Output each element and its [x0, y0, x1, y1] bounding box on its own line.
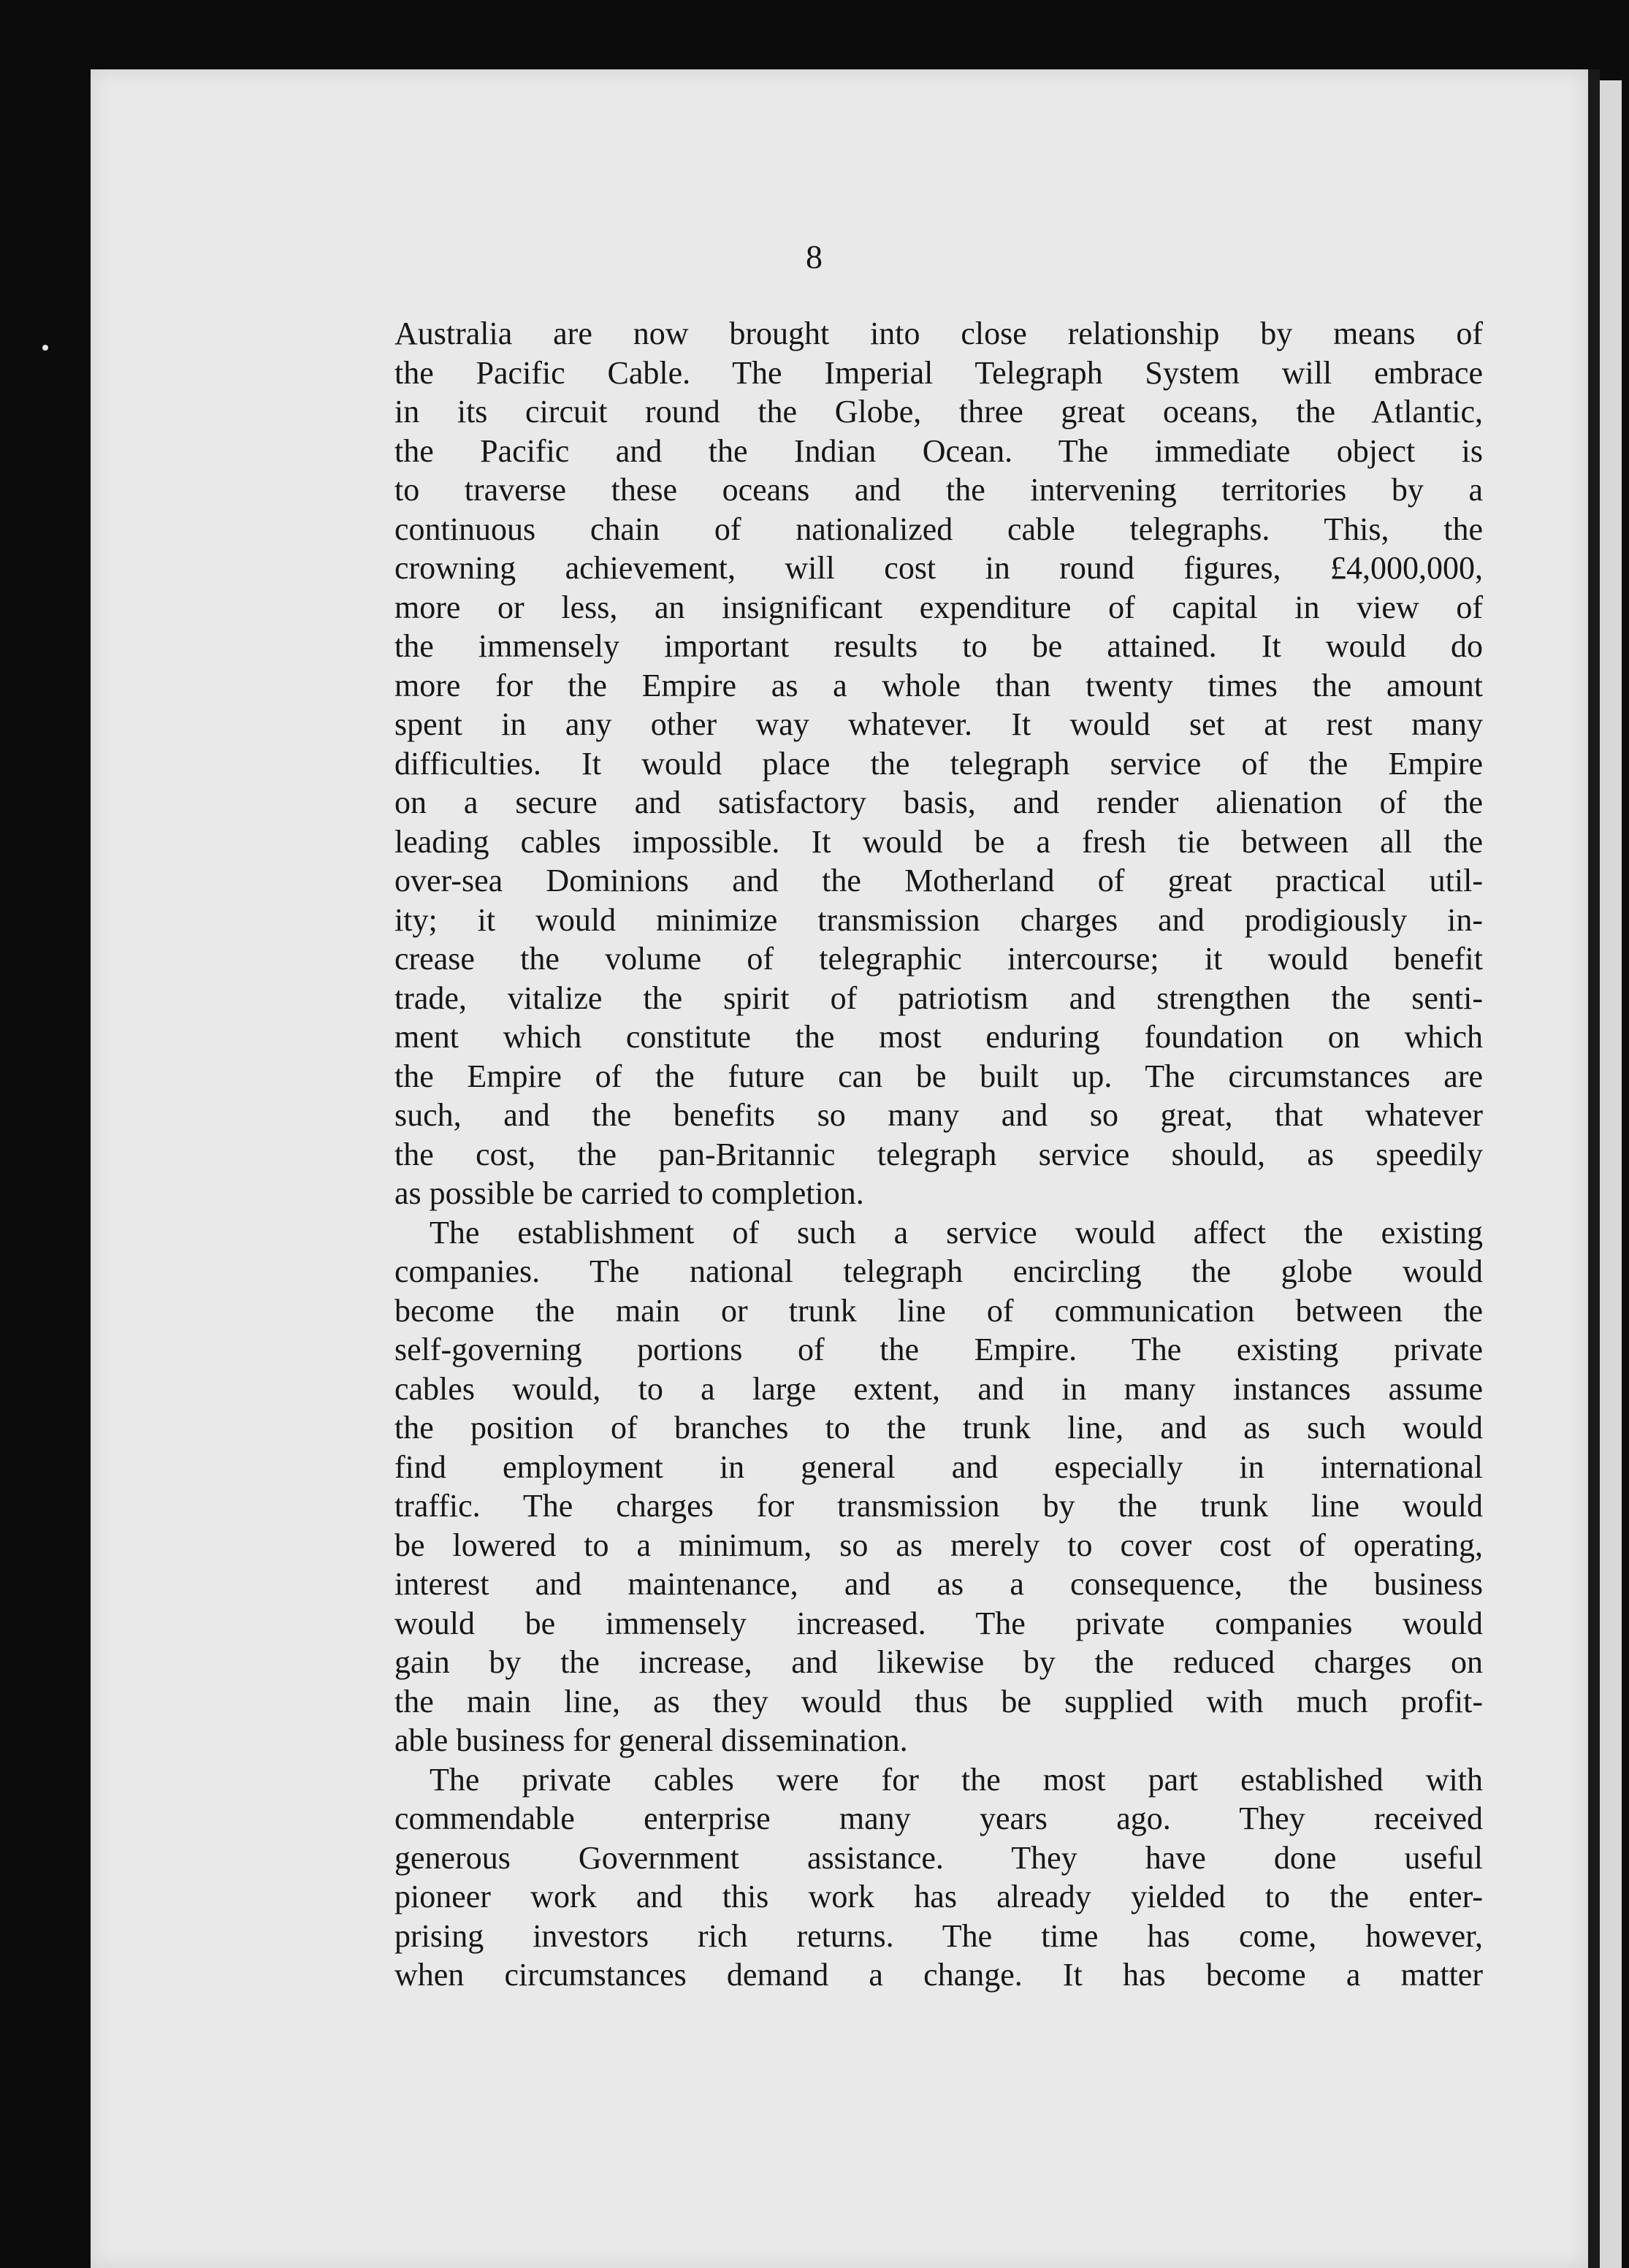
text-line: prising investors rich returns. The time has come, however, — [394, 1917, 1483, 1954]
text-line: Australia are now brought into close relationship by means of — [394, 316, 1483, 351]
adjacent-page-edge — [1600, 80, 1622, 2268]
text-line: leading cables impossible. It would be a fresh tie between all the — [394, 823, 1483, 860]
text-line: interest and maintenance, and as a consequence, the business — [394, 1566, 1483, 1602]
text-line: the Pacific and the Indian Ocean. The immediate object is — [394, 432, 1483, 469]
text-line: in its circuit round the Globe, three great oceans, the Atlantic, — [394, 394, 1483, 429]
text-line: difficulties. It would place the telegraph service of the Empire — [394, 745, 1483, 782]
text-line: when circumstances demand a change. It has become a matter — [394, 1957, 1483, 1993]
text-line: to traverse these oceans and the intervening territories by a — [394, 472, 1483, 508]
text-line: such, and the benefits so many and so great, that whatever — [394, 1097, 1483, 1133]
text-line: become the main or trunk line of communication between the — [394, 1292, 1483, 1329]
text-line: the Pacific Cable. The Imperial Telegraph System will embrace — [394, 354, 1483, 391]
text-line: more or less, an insignificant expenditure of capital in view of — [394, 589, 1483, 625]
scan-speck — [42, 345, 48, 351]
text-line: gain by the increase, and likewise by the reduced charges on — [394, 1644, 1483, 1680]
text-line: pioneer work and this work has already yielded to the enter- — [394, 1879, 1483, 1914]
body-text — [394, 314, 1483, 1995]
text-line: the main line, as they would thus be supplied with much profit- — [394, 1683, 1483, 1719]
text-line: on a secure and satisfactory basis, and render alienation of the — [394, 784, 1483, 820]
paragraph-2 — [394, 1213, 1483, 1760]
text-line: The private cables were for the most part established with — [430, 1761, 1483, 1798]
text-line: find employment in general and especially in international — [394, 1448, 1483, 1485]
text-line: crease the volume of telegraphic intercourse; it would benefit — [394, 941, 1483, 977]
text-line: spent in any other way whatever. It would set at rest many — [394, 706, 1483, 742]
text-line: cables would, to a large extent, and in many instances assume — [394, 1370, 1483, 1407]
text-line: the position of branches to the trunk line, and as such would — [394, 1410, 1483, 1446]
text-line: the immensely important results to be attained. It would do — [394, 628, 1483, 664]
text-line: continuous chain of nationalized cable telegraphs. This, the — [394, 511, 1483, 547]
text-line: The establishment of such a service would affect the existing — [430, 1214, 1483, 1251]
text-line: be lowered to a minimum, so as merely to cover cost of operating, — [394, 1527, 1483, 1563]
text-line: crowning achievement, will cost in round figures, £4,000,000, — [394, 550, 1483, 586]
text-line: able business for general dissemination. — [394, 1722, 908, 1758]
text-line: the Empire of the future can be built up. The circumstances are — [394, 1058, 1483, 1094]
page-gutter — [1588, 69, 1600, 2268]
text-line: commendable enterprise many years ago. They received — [394, 1801, 1483, 1836]
text-line: as possible be carried to completion. — [394, 1175, 864, 1211]
text-line: over-sea Dominions and the Motherland of great practical util- — [394, 863, 1483, 898]
text-line: more for the Empire as a whole than twenty times the amount — [394, 667, 1483, 703]
text-line: the cost, the pan-Britannic telegraph service should, as speedily — [394, 1136, 1483, 1172]
text-line: traffic. The charges for transmission by the trunk line would — [394, 1488, 1483, 1524]
paragraph-1 — [394, 314, 1483, 1213]
text-line: self-governing portions of the Empire. The existing private — [394, 1332, 1483, 1367]
text-line: generous Government assistance. They have done useful — [394, 1839, 1483, 1876]
text-line: trade, vitalize the spirit of patriotism and strengthen the senti- — [394, 980, 1483, 1016]
text-line: ity; it would minimize transmission charges and prodigiously in- — [394, 901, 1483, 938]
text-line: companies. The national telegraph encircling the globe would — [394, 1253, 1483, 1289]
page-number: 8 — [806, 238, 823, 275]
paragraph-3 — [394, 1760, 1483, 1995]
text-line: would be immensely increased. The private companies would — [394, 1605, 1483, 1641]
text-line: ment which constitute the most enduring foundation on which — [394, 1019, 1483, 1055]
